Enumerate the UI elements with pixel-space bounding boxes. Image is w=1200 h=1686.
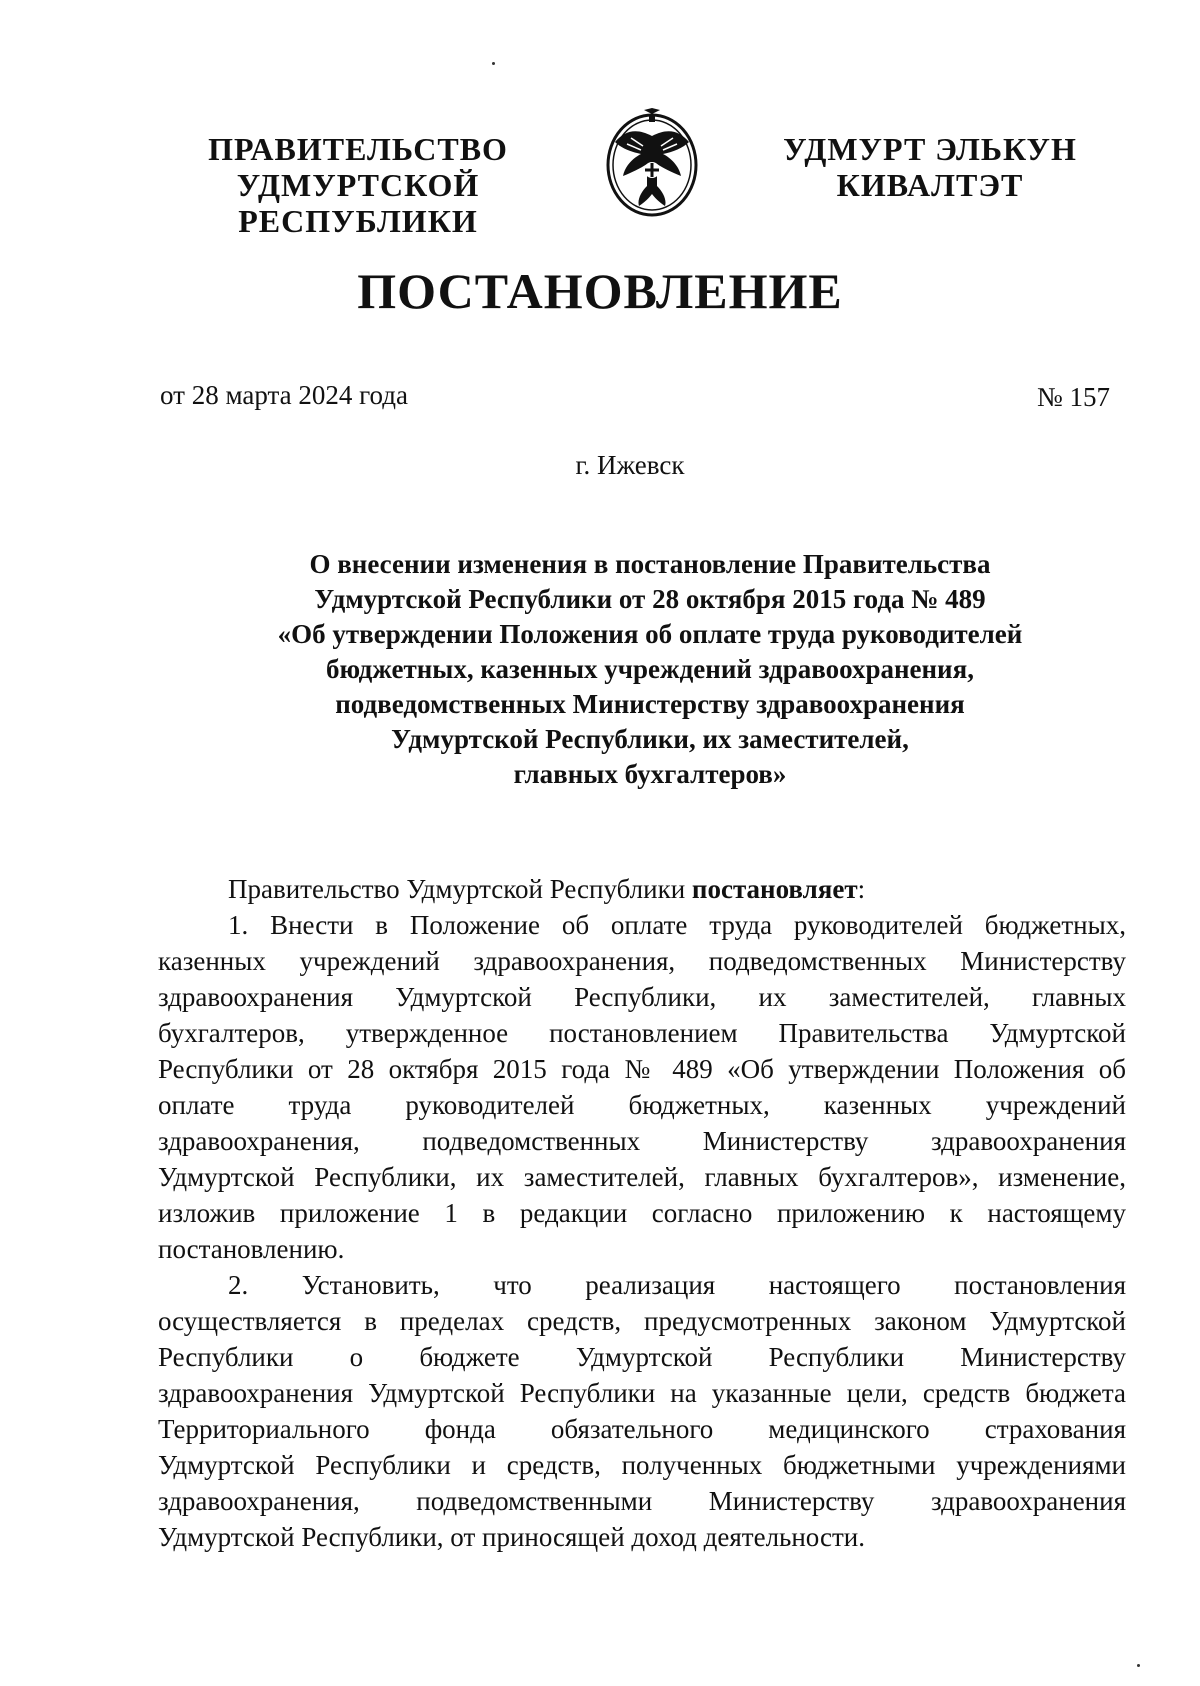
paragraph-2-line: Удмуртской Республики и средств, полученных бюджетными учреждениями [158,1450,1126,1480]
document-body [158,871,1126,1555]
paragraph-2-line: Удмуртской Республики, от приносящей доход деятельности. [158,1522,865,1552]
paragraph-1-line: здравоохранения Удмуртской Республики, их заместителей, главных [158,982,1126,1012]
title-line: подведомственных Министерству здравоохранения [335,689,965,719]
paragraph-1-line: постановлению. [158,1234,345,1264]
header-left-line1: ПРАВИТЕЛЬСТВО [208,131,508,167]
preamble [158,871,1126,907]
title-line: главных бухгалтеров» [513,759,787,789]
title-line: «Об утверждении Положения об оплате труда руководителей [277,619,1023,649]
header-right-line1: УДМУРТ ЭЛЬКУН [783,131,1077,167]
udmurt-coat-of-arms-icon [597,108,707,220]
title-line: О внесении изменения в постановление Правительства [309,549,991,579]
paragraph-1-line: изложив приложение 1 в редакции согласно приложению к настоящему [158,1198,1126,1228]
paragraph-1-line: Республики от 28 октября 2015 года № 489 «Об утверждении Положения об [158,1054,1126,1084]
preamble-verb: постановляет [691,874,858,904]
preamble-text: Правительство Удмуртской Республики [228,874,692,904]
paragraph-1-line: бухгалтеров, утвержденное постановлением Правительства Удмуртской [158,1018,1126,1048]
paragraph-2-line: здравоохранения, подведомственными Министерству здравоохранения [158,1486,1126,1516]
paragraph-1-line: казенных учреждений здравоохранения, подведомственных Министерству [158,946,1126,976]
paragraph-1-line: оплате труда руководителей бюджетных, казенных учреждений [158,1090,1126,1120]
paragraph-2-line: 2. Установить, что реализация настоящего постановления [228,1270,1126,1300]
government-name-russian [138,131,578,239]
scan-speck [1137,1664,1140,1667]
document-date: от 28 марта 2024 года [160,380,408,410]
paragraph-1-line: 1. Внести в Положение об оплате труда руководителей бюджетных, [228,910,1126,940]
document-type-heading: ПОСТАНОВЛЕНИЕ [357,263,843,319]
header-right-line2: КИВАЛТЭТ [836,167,1024,203]
title-line: Удмуртской Республики, их заместителей, [391,724,909,754]
document-title [200,547,1100,792]
paragraph-2-line: Территориального фонда обязательного медицинского страхования [158,1414,1126,1444]
title-line: бюджетных, казенных учреждений здравоохранения, [326,654,974,684]
document-city: г. Ижевск [575,450,685,480]
paragraph-1-line: здравоохранения, подведомственных Министерству здравоохранения [158,1126,1126,1156]
scan-speck [492,62,495,65]
government-name-udmurt [780,131,1080,203]
paragraph-1-line: Удмуртской Республики, их заместителей, главных бухгалтеров», изменение, [158,1162,1126,1192]
header-left-line2: УДМУРТСКОЙ РЕСПУБЛИКИ [236,167,480,239]
paragraph-2-line: Республики о бюджете Удмуртской Республики Министерству [158,1342,1126,1372]
document-number: № 157 [1036,382,1110,412]
preamble-tail: : [857,874,866,904]
paragraph-2-line: осуществляется в пределах средств, предусмотренных законом Удмуртской [158,1306,1126,1336]
title-line: Удмуртской Республики от 28 октября 2015 года № 489 [314,584,986,614]
paragraph-2-line: здравоохранения Удмуртской Республики на указанные цели, средств бюджета [158,1378,1126,1408]
